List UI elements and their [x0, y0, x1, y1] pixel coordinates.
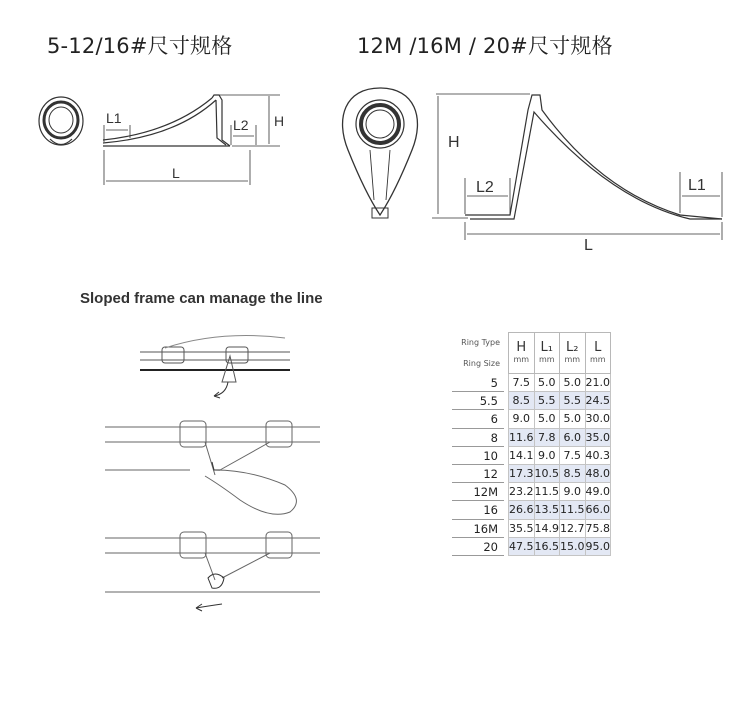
- line-illustration-1: [140, 336, 290, 398]
- table-cell: 15.0: [560, 537, 586, 555]
- large-guide-side-view: [432, 94, 722, 240]
- column-header: [509, 333, 535, 374]
- table-cell: 6.0: [560, 428, 586, 446]
- ring-size-value: 16: [452, 501, 504, 519]
- column-unit: mm: [589, 355, 606, 364]
- ring-size-value: 20: [452, 538, 504, 556]
- right-spec-title: 12M /16M / 20#尺寸规格: [357, 34, 613, 58]
- ring-size-label: Ring Size: [463, 359, 500, 368]
- column-symbol: L: [594, 340, 602, 355]
- table-cell: 21.0: [585, 374, 611, 392]
- column-unit: mm: [564, 355, 581, 364]
- dimension-rows: [509, 374, 611, 556]
- table-cell: 11.6: [509, 428, 535, 446]
- column-symbol: L₁: [540, 340, 553, 355]
- small-L-label: L: [172, 165, 180, 181]
- table-cell: 5.0: [560, 410, 586, 428]
- ring-size-value: 5: [452, 374, 504, 392]
- large-guide-ring-front-view: [343, 88, 418, 218]
- small-guide-ring-front-view: [39, 97, 83, 145]
- table-cell: 30.0: [585, 410, 611, 428]
- table-cell: 5.5: [534, 392, 560, 410]
- table-cell: 26.6: [509, 501, 535, 519]
- table-cell: 66.0: [585, 501, 611, 519]
- table-cell: 17.3: [509, 464, 535, 482]
- table-cell: 35.0: [585, 428, 611, 446]
- ring-size-value: 8: [452, 429, 504, 447]
- ring-size-value: 12M: [452, 483, 504, 501]
- table-cell: 11.5: [534, 483, 560, 501]
- table-cell: 14.1: [509, 446, 535, 464]
- large-L-label: L: [584, 237, 593, 254]
- table-cell: 35.5: [509, 519, 535, 537]
- left-spec-title: 5-12/16#尺寸规格: [47, 34, 233, 58]
- table-cell: 95.0: [585, 537, 611, 555]
- table-row: [509, 464, 611, 482]
- table-cell: 47.5: [509, 537, 535, 555]
- table-row: [509, 501, 611, 519]
- ring-size-value: 5.5: [452, 392, 504, 410]
- table-cell: 5.0: [534, 374, 560, 392]
- ring-size-value: 16M: [452, 520, 504, 538]
- table-cell: 40.3: [585, 446, 611, 464]
- table-cell: 23.2: [509, 483, 535, 501]
- large-H-label: H: [448, 134, 460, 151]
- table-cell: 13.5: [534, 501, 560, 519]
- column-symbol: H: [516, 340, 527, 355]
- table-cell: 75.8: [585, 519, 611, 537]
- table-cell: 9.0: [534, 446, 560, 464]
- table-row: [509, 519, 611, 537]
- table-cell: 24.5: [585, 392, 611, 410]
- line-illustration-3: [105, 532, 320, 611]
- line-illustration-2: [105, 421, 320, 514]
- dimension-grid: [508, 332, 611, 556]
- ring-type-label: Ring Type: [461, 338, 500, 347]
- small-L2-label: L2: [233, 117, 249, 133]
- table-corner-header: [452, 332, 506, 374]
- column-header: [560, 333, 586, 374]
- sloped-frame-caption: Sloped frame can manage the line: [80, 290, 323, 307]
- table-cell: 5.0: [560, 374, 586, 392]
- column-symbol: L₂: [566, 340, 579, 355]
- large-L1-label: L1: [688, 177, 706, 194]
- table-cell: 48.0: [585, 464, 611, 482]
- table-row: [509, 410, 611, 428]
- column-header-row: [509, 333, 611, 374]
- table-cell: 11.5: [560, 501, 586, 519]
- column-header: [585, 333, 611, 374]
- column-unit: mm: [513, 355, 530, 364]
- table-cell: 7.5: [560, 446, 586, 464]
- table-cell: 49.0: [585, 483, 611, 501]
- table-cell: 10.5: [534, 464, 560, 482]
- ring-size-value: 6: [452, 410, 504, 428]
- table-row: [509, 483, 611, 501]
- ring-size-value: 12: [452, 465, 504, 483]
- table-cell: 5.0: [534, 410, 560, 428]
- table-row: [509, 392, 611, 410]
- table-cell: 7.8: [534, 428, 560, 446]
- small-guide-side-view: [103, 95, 280, 185]
- table-cell: 9.0: [509, 410, 535, 428]
- table-row: [509, 537, 611, 555]
- table-cell: 8.5: [509, 392, 535, 410]
- table-cell: 7.5: [509, 374, 535, 392]
- table-row: [509, 446, 611, 464]
- table-row: [509, 374, 611, 392]
- table-cell: 16.5: [534, 537, 560, 555]
- table-cell: 14.9: [534, 519, 560, 537]
- small-H-label: H: [274, 113, 285, 129]
- ring-size-value: 10: [452, 447, 504, 465]
- column-header: [534, 333, 560, 374]
- table-cell: 9.0: [560, 483, 586, 501]
- small-L1-label: L1: [106, 110, 122, 126]
- column-unit: mm: [538, 355, 555, 364]
- large-L2-label: L2: [476, 179, 494, 196]
- ring-size-column: [452, 374, 504, 556]
- table-row: [509, 428, 611, 446]
- table-cell: 12.7: [560, 519, 586, 537]
- table-cell: 8.5: [560, 464, 586, 482]
- table-cell: 5.5: [560, 392, 586, 410]
